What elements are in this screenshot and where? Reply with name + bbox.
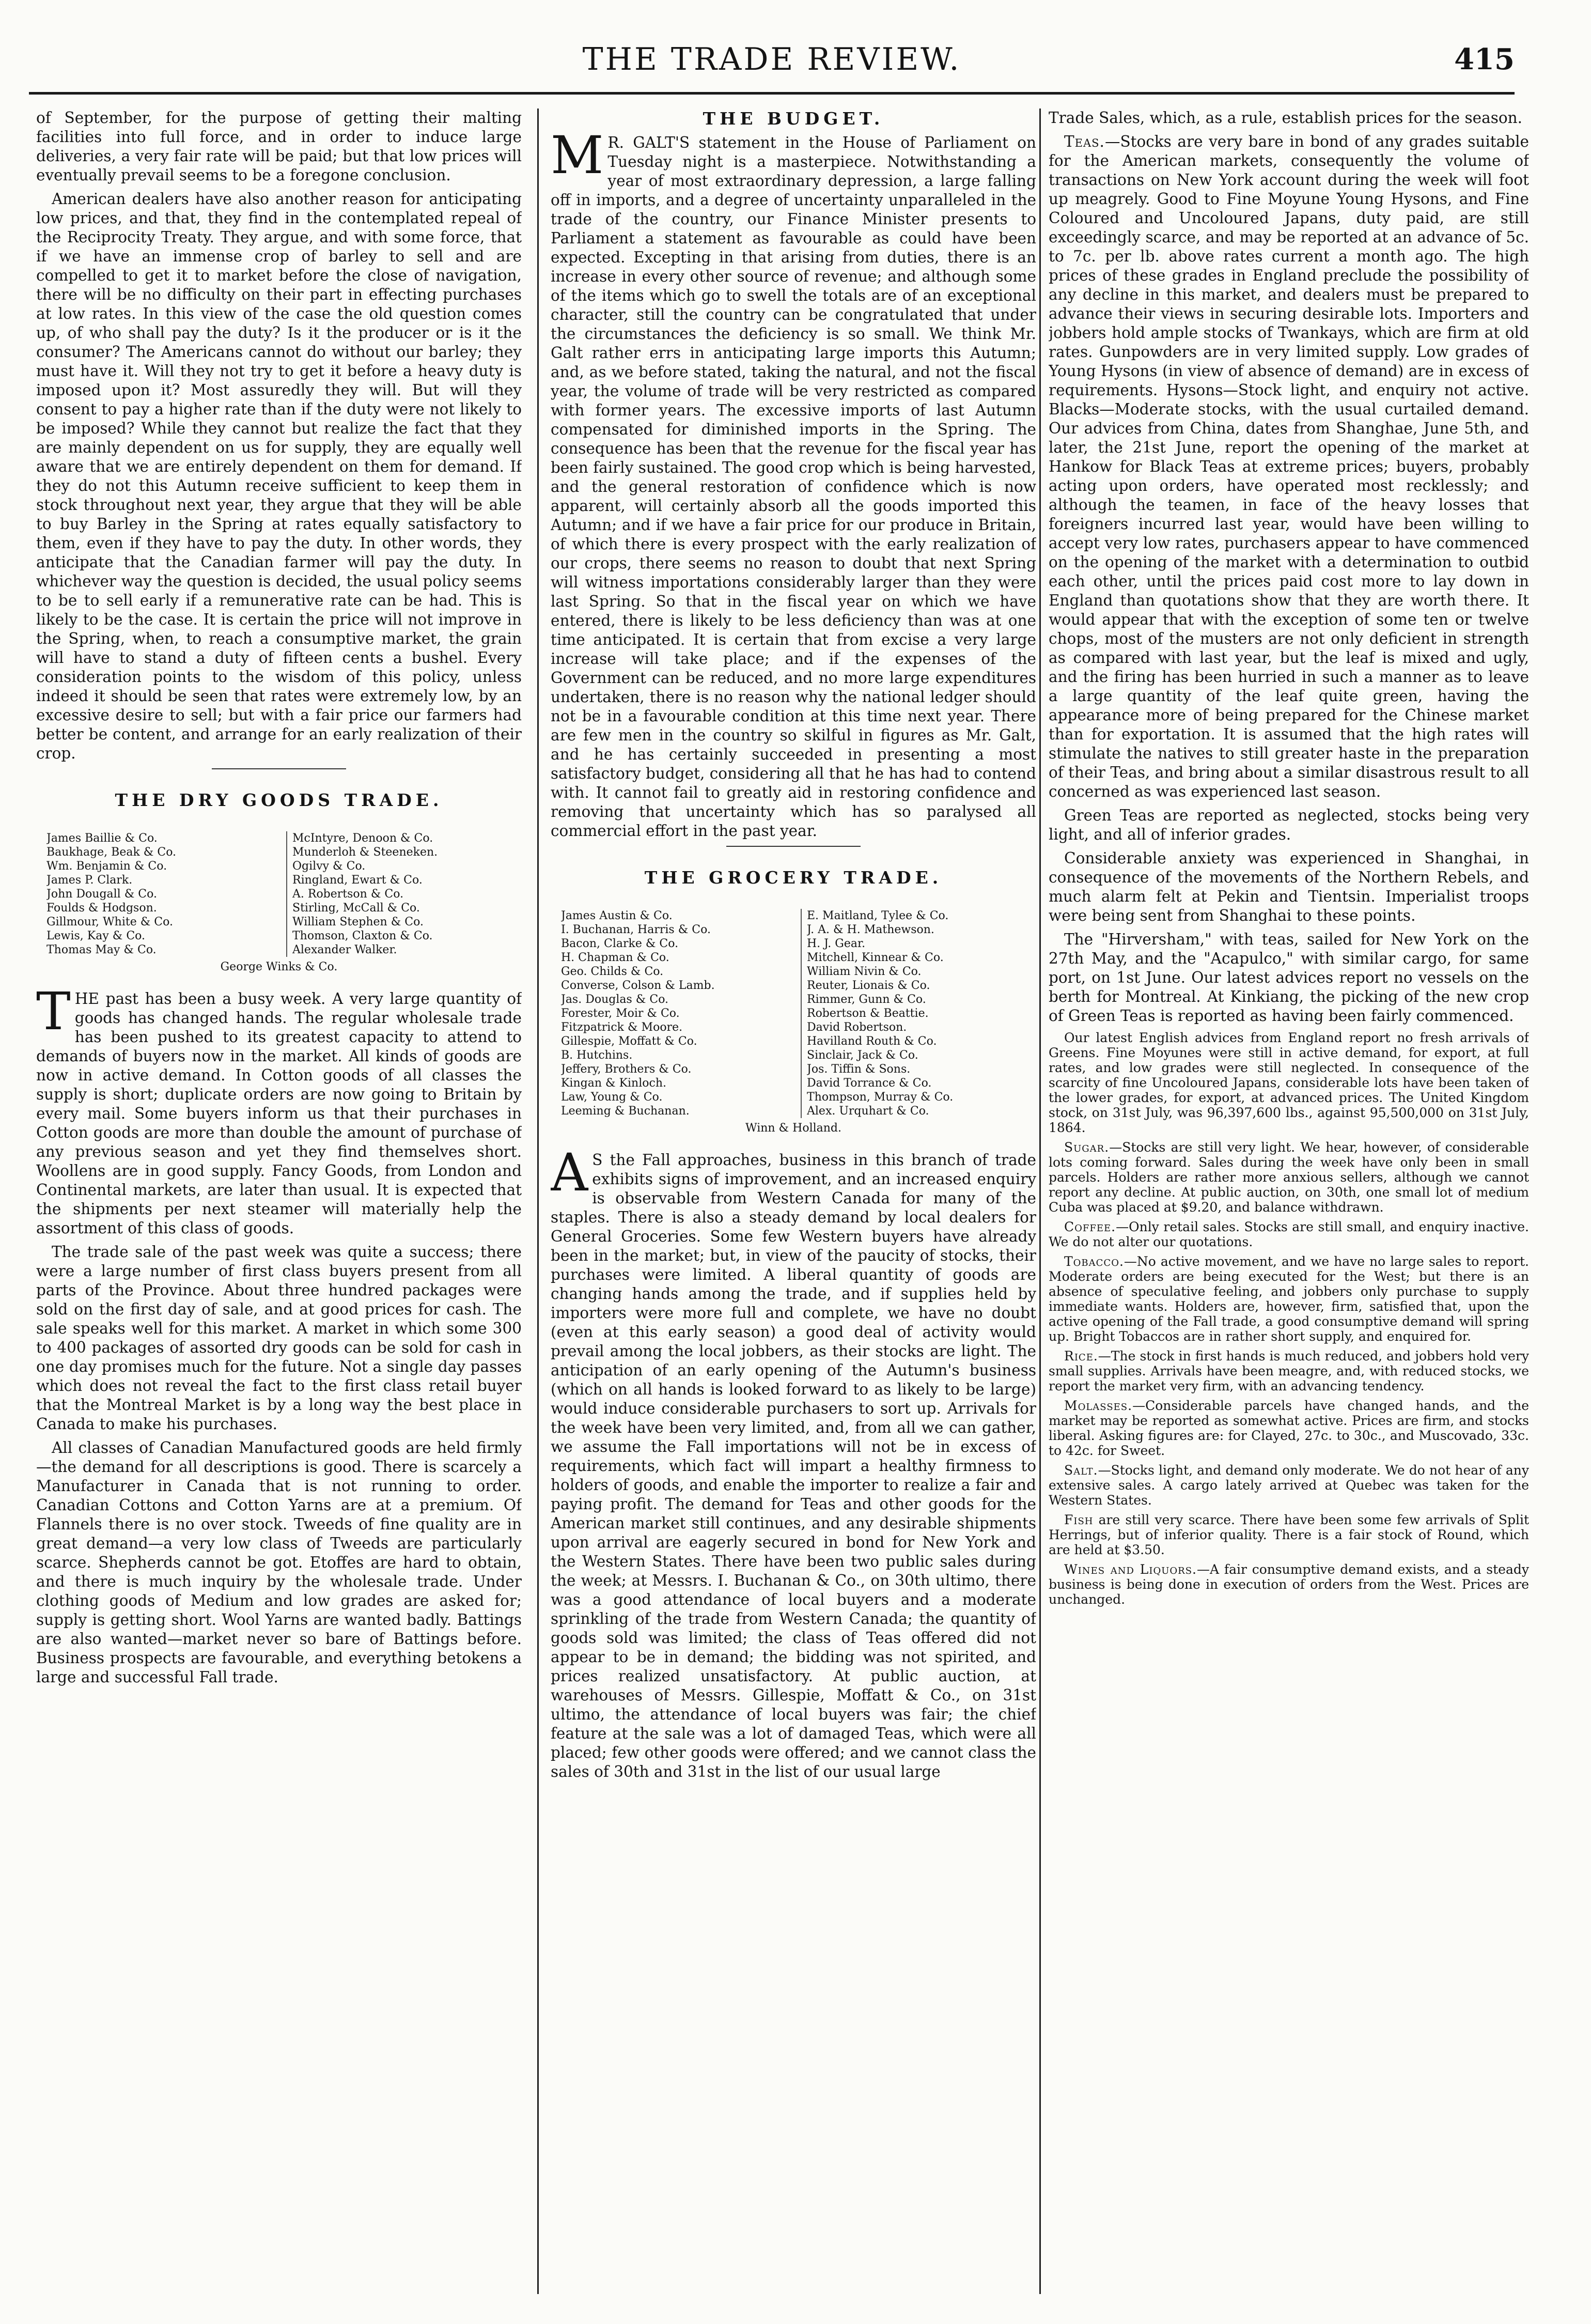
house-name: John Dougall & Co. [46,888,157,901]
house-name: Rimmer, Gunn & Co. [807,993,926,1006]
grocery-houses-list [561,909,1026,1118]
house-name: Converse, Colson & Lamb. [561,979,715,992]
house-name: Munderloh & Steeneken. [292,846,438,859]
dry-goods-paragraph-3: All classes of Canadian Manufactured goods are held firmly—the demand for all descriptions is good. There is scarcely a Manufacturer in Canada that is not running to order. Canadian Cottons and Cotton Yarns are at a premium. Of Flannels there is no over stock. Tweeds of fine quality are in great demand—a very low class of Tweeds are particularly scarce. Shepherds cannot be got. Etoffes are hard to obtain, and there is much inquiry by the wholesale trade. Under clothing goods of Medium and low grades are asked for; supply is getting short. Wool Yarns are wanted badly. Battings are also wanted—market never so bare of Battings before. Business prospects are favourable, and everything betokens a large and successful Fall trade. [36,1439,522,1686]
house-name: Geo. Childs & Co. [561,965,664,978]
house-name: Forester, Moir & Co. [561,1007,680,1020]
salt-paragraph: Salt.—Stocks light, and demand only moderate. We do not hear of any extensive sales. A cargo lately arrived at Quebec was taken for the Western States. [1049,1463,1529,1508]
masthead [29,36,1515,98]
green-teas-paragraph: Green Teas are reported as neglected, stocks being very light, and all of inferior grades. [1049,807,1529,843]
house-name: Fitzpatrick & Moore. [561,1021,683,1034]
coffee-paragraph: Coffee.—Only retail sales. Stocks are still small, and enquiry inactive. We do not alter our quotations. [1049,1219,1529,1249]
budget-heading: THE BUDGET. [703,109,884,129]
house-name: Bacon, Clarke & Co. [561,937,679,950]
house-name: William Stephen & Co. [292,916,424,928]
page-number: 415 [1454,42,1515,76]
house-name: Gillmour, White & Co. [46,916,173,928]
house-name: David Torrance & Co. [807,1077,932,1090]
section-separator [212,768,346,769]
house-name: James P. Clark. [46,874,133,887]
english-advices-paragraph: Our latest English advices from England report no fresh arrivals of Greens. Fine Moyunes were still in active demand, for export, at full rates, and low grades were still neglected. In consequence of the scarcity of fine Uncoloured Japans, considerable lots have been taken of the lower grades, for export, at advanced prices. The United Kingdom stock, on 31st July, was 96,397,600 lbs., against 95,500,000 on 31st July, 1864. [1049,1030,1529,1135]
fish-subhead: Fish [1064,1512,1094,1527]
column-3 [1049,109,1529,2294]
shipping-paragraph: The "Hirversham," with teas, sailed for New York on the 27th May, and the "Acapulco," with similar cargo, for same port, on 1st June. Our latest advices report no vessels on the berth for Montreal. At Kinkiang, the picking of the new crop of Green Teas is reported as having been fairly commenced. [1049,931,1529,1025]
house-name: Foulds & Hodgson. [46,902,157,915]
house-name: Kingan & Kinloch. [561,1077,666,1090]
molasses-paragraph: Molasses.—Considerable parcels have changed hands, and the market may be reported as somewhat active. Prices are firm, and stocks liberal. Asking figures are: for Clayed, 27c. to 30c., and Muscovado, 33c. to 42c. for Sweet. [1049,1398,1529,1458]
house-name: Sinclair, Jack & Co. [807,1049,918,1062]
houses-left-column [561,909,780,1118]
rice-paragraph: Rice.—The stock in first hands is much reduced, and jobbers hold very small supplies. Arrivals have been meagre, and, with reduced stocks, we report the market very firm, with an advancing tendency. [1049,1349,1529,1393]
wines-subhead: Wines and Liquors. [1064,1562,1197,1577]
house-name: J. A. & H. Mathewson. [807,923,934,936]
house-name: A. Robertson & Co. [292,888,404,901]
house-name: B. Hutchins. [561,1049,633,1062]
tobacco-paragraph: Tobacco.—No active movement, and we have no large sales to report. Moderate orders are being executed for the West; but there is an absence of speculative feeling, and jobbers only purchase to supply immediate wants. Holders are, however, firm, satisfied that, upon the active opening of the Fall trade, a good consumptive demand will spring up. Bright Tobaccos are in rather short supply, and enquired for. [1049,1254,1529,1344]
house-name: Leeming & Buchanan. [561,1105,690,1118]
house-name: Robertson & Beattie. [807,1007,929,1020]
house-name: H. J. Gear. [807,937,866,950]
house-name: McIntyre, Denoon & Co. [292,832,433,845]
house-name: E. Maitland, Tylee & Co. [807,909,949,922]
house-name: Thompson, Murray & Co. [807,1091,954,1104]
house-name: Havilland Routh & Co. [807,1035,937,1048]
house-name: Lewis, Kay & Co. [46,929,146,942]
sugar-paragraph: Sugar.—Stocks are still very light. We hear, however, of considerable lots coming forward. Sales during the week have only been in small parcels. Holders are rather more anxious sellers, although we cannot report any decline. At public auction, on 30th, one small lot of medium Cuba was placed at $9.20, and balance withdrawn. [1049,1140,1529,1215]
grocery-paragraph: A S the Fall approaches, business in this branch of trade exhibits signs of improvement, and an increased enquiry is observable from Western Canada for many of the staples. There is also a steady demand by local dealers for General Groceries. Some few Western buyers have already been in the market; but, in view of the paucity of stocks, their purchases were limited. A liberal quantity of goods are changing hands among the trade, and if supplies held by importers were more full and complete, we have no doubt (even at this early season) a good deal of activity would prevail among the local jobbers, as their stocks are light. The anticipation of an early opening of the Autumn's business (which on all hands is looked forward to as likely to be large) would induce considerable purchasers to sort up. Arrivals for the week have been very limited, and, from all we can gather, we assume the Fall importations will not be in excess of requirements, which fact will impart a healthy firmness to holders of goods, and enable the importer to realize a fair and paying profit. The demand for Teas and other goods for the American market still continues, and any desirable shipments upon arrival are eagerly secured in bond for New York and the Western States. There have been two public sales during the week; at Messrs. I. Buchanan & Co., on 30th ultimo, there was a good attendance of local buyers and a moderate sprinkling of the trade from Western Canada; the quantity of goods sold was limited; the class of Teas offered did not appear to be in demand; the bidding was not spirited, and prices realized unsatisfactory. At public auction, at warehouses of Messrs. Gillespie, Moffatt & Co., on 31st ultimo, the attendance of local buyers was fair; the chief feature at the sale was a lot of damaged Teas, which were all placed; few other goods were offered; and we cannot class the sales of 30th and 31st in the list of our usual large [551,1142,1036,1780]
houses-footer: George Winks & Co. [220,960,338,973]
house-name: Reuter, Lionais & Co. [807,979,930,992]
rice-subhead: Rice. [1064,1349,1098,1364]
dry-goods-houses-list [46,831,511,957]
section-separator [726,846,861,847]
house-name: Stirling, McCall & Co. [292,902,420,915]
house-name: Ringland, Ewart & Co. [292,874,423,887]
teas-paragraph: Teas.—Stocks are very bare in bond of any grades suitable for the American markets, consequently the volume of transactions on New York account during the week will foot up meagrely. Good to Fine Moyune Young Hysons, and Fine Coloured and Uncoloured Japans, duty paid, are still exceedingly scarce, and may be reported at an advance of 5c. to 7c. per lb. above rates current a month ago. The high prices of these grades in England preclude the possibility of any decline in this market, and dealers must be prepared to advance their views in securing desirable lots. Importers and jobbers hold ample stocks of Twankays, which are firm at old rates. Gunpowders are in very limited supply. Low grades of Young Hysons (in view of absence of demand) are in excess of requirements. Hysons—Stock light, and enquiry not active. Blacks—Moderate stocks, with the usual curtailed demand. Our advices from China, dates from Shanghae, June 5th, and later, the 21st June, report the opening of the market at Hankow for Black Teas at extreme prices; buyers, probably acting upon orders, have operated most recklessly; and although the teamen, in face of the heavy losses that foreigners incurred last year, would have been willing to accept very low rates, purchasers appear to have commenced on the opening of the market with a determination to outbid each other, until the prices paid cost more to lay down in England than quotations show that they are worth there. It would appear that with the exception of some ten or twelve chops, most of the musters are not only deficient in strength as compared with last year, but the leaf is mixed and ugly, and the firing has been hurried in such a manner as to leave a large quantity of the leaf quite green, having the appearance more of being prepared for the Chinese market than for exportation. It is assumed that the high rates will stimulate the natives to still greater haste in the preparation of their Teas, and bring about a similar disastrous result to all concerned as was experienced last season. [1049,133,1529,800]
houses-left-column [46,831,266,957]
fish-paragraph: Fish are still very scarce. There have been some few arrivals of Split Herrings, but of inferior quality. There is a fair stock of Round, which are held at $3.50. [1049,1512,1529,1557]
houses-right-column [801,909,1026,1118]
house-name: Mitchell, Kinnear & Co. [807,951,944,964]
house-name: Baukhage, Beak & Co. [46,846,177,859]
salt-subhead: Salt. [1064,1463,1098,1478]
house-name: I. Buchanan, Harris & Co. [561,923,711,936]
header-rule [29,92,1515,95]
drop-cap: M [551,125,604,185]
page-title: THE TRADE REVIEW. [582,41,961,78]
house-name: Alex. Urquhart & Co. [807,1105,929,1118]
houses-right-column [286,831,511,957]
drop-cap: A [551,1142,588,1203]
grocery-heading: THE GROCERY TRADE. [644,867,943,888]
house-name: Ogilvy & Co. [292,860,366,873]
house-name: William Nivin & Co. [807,965,922,978]
teas-subhead: Teas. [1064,133,1105,150]
barley-continued-paragraph: of September, for the purpose of getting their malting facilities into full force, and in order to induce large deliveries, a very fair rate will be paid; but that low prices will eventually prevail seems to be a foregone conclusion. [36,109,522,184]
house-name: Thomas May & Co. [46,943,157,956]
house-name: James Austin & Co. [561,909,673,922]
barley-reciprocity-paragraph: American dealers have also another reason for anticipating low prices, and that, they find in the contemplated repeal of the Reciprocity Treaty. They argue, and with some force, that if we have an immense crop of barley to sell and are compelled to get it to market before the close of navigation, there will be no difficulty on their part in effecting purchases at low rates. In this view of the case the old question comes up, of who shall pay the duty? Is it the producer or is it the consumer? The Americans cannot do without our barley; they must have it. Will they not try to get it before a heavy duty is imposed upon it? Most assuredly they will. But will they consent to pay a higher rate than if the duty were not likely to be imposed? While they cannot but realize the fact that they are mainly dependent on us for supply, they are equally well aware that we are entirely dependent on them for demand. If they do not this Autumn receive sufficient to keep them in stock throughout next year, they argue that they will be able to buy Barley in the Spring at rates equally satisfactory to them, even if they have to pay the duty. In other words, they anticipate that the Canadian farmer will pay the duty. In whichever way the question is decided, the usual policy seems to be to sell early if a remunerative rate can be had. This is likely to be the case. It is certain the price will not improve in the Spring, when, to reach a consumptive market, the grain will have to stand a duty of fifteen cents a bushel. Every consideration points to the wisdom of this policy, unless indeed it should be seen that rates were extremely low, by an excessive desire to sell; but with a fair price our farmers had better be content, and arrange for an early realization of their crop. [36,190,522,762]
wines-paragraph: Wines and Liquors.—A fair consumptive demand exists, and a steady business is being done in execution of orders from the West. Prices are unchanged. [1049,1562,1529,1607]
coffee-subhead: Coffee. [1064,1219,1116,1234]
column-1 [36,109,522,2294]
houses-footer: Winn & Holland. [745,1122,842,1135]
shanghai-paragraph: Considerable anxiety was experienced in Shanghai, in consequence of the movements of the Northern Rebels, and much alarm felt at Pekin and Tientsin. Imperialist troops were being sent from Shanghai to these points. [1049,849,1529,924]
house-name: James Baillie & Co. [46,832,158,845]
drop-cap: T [36,981,71,1042]
dry-goods-paragraph-1: THE past has been a busy week. A very large quantity of goods has changed hands. The regular wholesale trade has been pushed to its greatest capacity to attend to demands of buyers now in the market. All kinds of goods are now in active demand. In Cotton goods of all classes the supply is short; duplicate orders are now going to Britain by every mail. Some buyers inform us that their purchases in Cotton goods are more than double the amount of purchase of any previous season and yet they find themselves short. Woollens are in good supply. Fancy Goods, from London and Continental markets, are later than usual. It is expected that the shipments per next steamer will materially help the assortment of this class of goods. [36,981,522,1237]
house-name: Thomson, Claxton & Co. [292,929,433,942]
budget-paragraph: M R. GALT'S statement in the House of Parliament on Tuesday night is a masterpiece. Notwithstanding a year of most extraordinary depression, a large falling off in imports, and a degree of uncertainty unparalleled in the trade of the country, our Finance Minister presents to Parliament a statement as favourable as could have been expected. Excepting in that arising from duties, there is an increase in every other source of revenue; and although some of the items which go to swell the totals are of an exceptional character, still the country can be congratulated that under the circumstances the deficiency is so small. We think Mr. Galt rather errs in anticipating large imports this Autumn; and, as we before stated, taking the natural, and not the fiscal year, the volume of trade will be very restricted as compared with former years. The excessive imports of last Autumn compensated for diminished imports in the Spring. The consequence has been that the revenue for the fiscal year has been fairly sustained. The good crop which is being harvested, and the general restoration of confidence which is now apparent, will certainly absorb all the goods imported this Autumn; and if we have a fair price for our produce in Britain, of which there is every prospect with the early realization of our crops, there seems no reason to doubt that next Spring will witness importations considerably larger than they were last Spring. So that in the fiscal year on which we have entered, there is likely to be less deficiency than was at one time anticipated. It is certain that from excise a very large increase will take place; and if the expenses of the Government can be reduced, and no more large expenditures undertaken, there is no reason why the national ledger should not be in a favourable condition at this time next year. There are few men in the country so skilful in figures as Mr. Galt, and he has certainly succeeded in presenting a most satisfactory budget, considering all that he has had to contend with. It cannot fail to greatly aid in restoring confidence and removing that uncertainty which has so paralysed all commercial effort in the past year. [551,125,1036,840]
house-name: Wm. Benjamin & Co. [46,860,167,873]
column-2 [551,109,1036,2294]
house-name: H. Chapman & Co. [561,951,669,964]
column-rule-1 [537,109,539,2294]
house-name: Gillespie, Moffatt & Co. [561,1035,697,1048]
molasses-subhead: Molasses. [1064,1398,1133,1413]
house-name: Jas. Douglas & Co. [561,993,669,1006]
sugar-subhead: Sugar. [1064,1140,1110,1155]
trade-sales-continued: Trade Sales, which, as a rule, establish prices for the season. [1049,109,1522,127]
house-name: Jeffery, Brothers & Co. [561,1063,692,1076]
dry-goods-paragraph-2: The trade sale of the past week was quite a success; there were a large number of first class buyers present from all parts of the Province. About three hundred packages were sold on the first day of sale, and at good prices for cash. The sale speaks well for this market. A market in which some 300 to 400 packages of assorted dry goods can be sold for cash in one day promises much for the future. Not a single day passes which does not reveal the fact to the first class retail buyer that the Montreal Market is by a long way the best place in Canada to make his purchases. [36,1243,522,1433]
house-name: Jos. Tiffin & Sons. [807,1063,911,1076]
tobacco-subhead: Tobacco. [1064,1254,1124,1269]
house-name: David Robertson. [807,1021,907,1034]
house-name: Law, Young & Co. [561,1091,663,1104]
dry-goods-heading: THE DRY GOODS TRADE. [115,790,443,810]
house-name: Alexander Walker. [292,943,397,956]
column-rule-2 [1039,109,1041,2294]
